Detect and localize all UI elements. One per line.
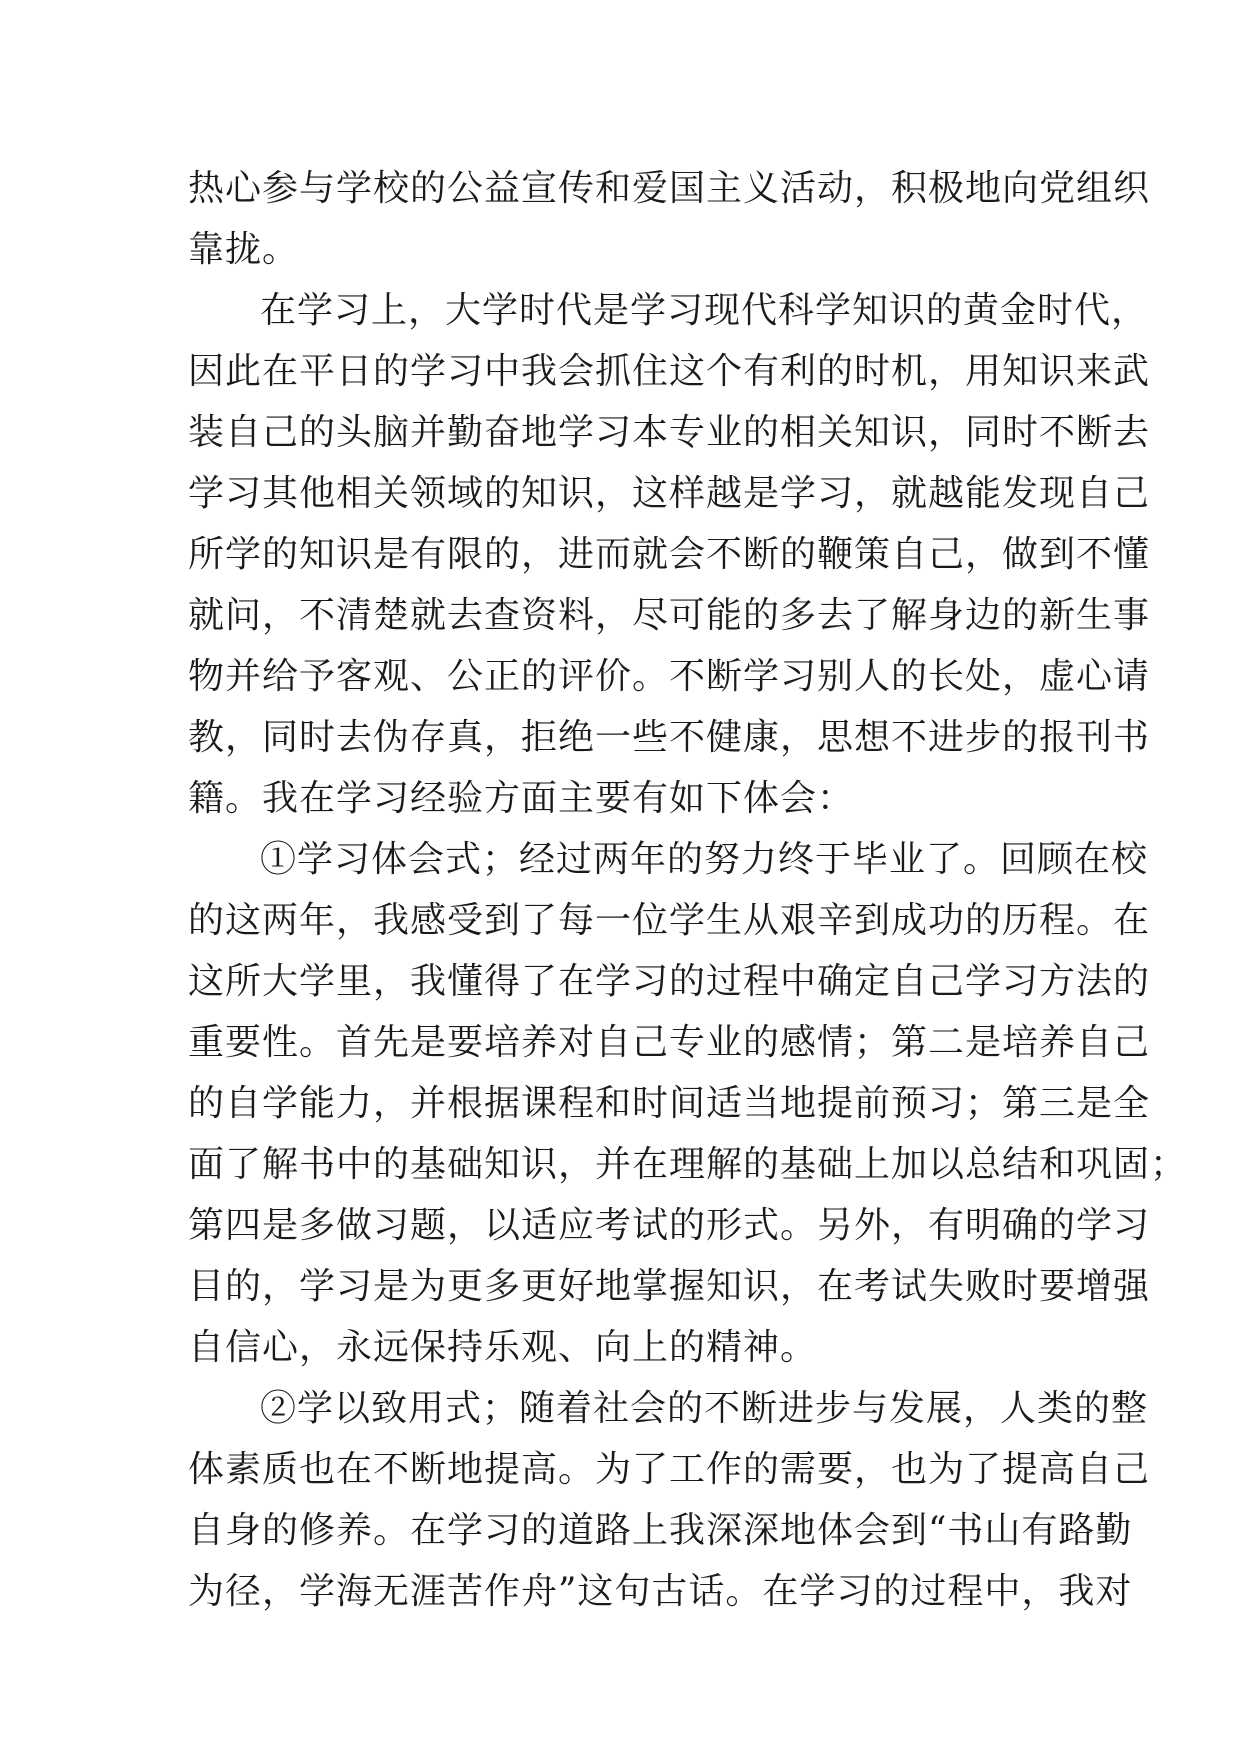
text-line: 体素质也在不断地提高。为了工作的需要，也为了提高自己: [188, 1449, 1151, 1490]
text-line: 目的，学习是为更多更好地掌握知识，在考试失败时要增强: [188, 1266, 1151, 1307]
body-text: [188, 158, 1188, 1622]
text-line: 的自学能力，并根据课程和时间适当地提前预习；第三是全: [188, 1083, 1151, 1124]
text-line: 靠拢。: [188, 229, 300, 270]
text-line: 物并给予客观、公正的评价。不断学习别人的长处，虚心请: [188, 656, 1151, 697]
text-line: 自信心，永远保持乐观、向上的精神。: [188, 1327, 818, 1368]
text-line: 第四是多做习题，以适应考试的形式。另外，有明确的学习: [188, 1205, 1151, 1246]
text-line: 教，同时去伪存真，拒绝一些不健康，思想不进步的报刊书: [188, 717, 1151, 758]
text-line: 自身的修养。在学习的道路上我深深地体会到“书山有路勤: [188, 1510, 1133, 1551]
text-line: 为径，学海无涯苦作舟”这句古话。在学习的过程中，我对: [188, 1571, 1133, 1612]
text-line: 装自己的头脑并勤奋地学习本专业的相关知识，同时不断去: [188, 412, 1151, 453]
text-line: 这所大学里，我懂得了在学习的过程中确定自己学习方法的: [188, 961, 1151, 1002]
text-line: 热心参与学校的公益宣传和爱国主义活动，积极地向党组织: [188, 168, 1151, 209]
text-line: 籍。我在学习经验方面主要有如下体会：: [188, 778, 855, 819]
text-line: 重要性。首先是要培养对自己专业的感情；第二是培养自己: [188, 1022, 1151, 1063]
text-line: 的这两年，我感受到了每一位学生从艰辛到成功的历程。在: [188, 900, 1151, 941]
text-line: ①学习体会式；经过两年的努力终于毕业了。回顾在校: [260, 839, 1149, 880]
text-line: 学习其他相关领域的知识，这样越是学习，就越能发现自己: [188, 473, 1151, 514]
text-line: 就问，不清楚就去查资料，尽可能的多去了解身边的新生事: [188, 595, 1151, 636]
text-line: 所学的知识是有限的，进而就会不断的鞭策自己，做到不懂: [188, 534, 1151, 575]
text-line: 因此在平日的学习中我会抓住这个有利的时机，用知识来武: [188, 351, 1151, 392]
text-line: 面了解书中的基础知识，并在理解的基础上加以总结和巩固；: [188, 1144, 1188, 1185]
text-line: 在学习上，大学时代是学习现代科学知识的黄金时代，: [260, 290, 1149, 331]
text-line: ②学以致用式；随着社会的不断进步与发展，人类的整: [260, 1388, 1149, 1429]
